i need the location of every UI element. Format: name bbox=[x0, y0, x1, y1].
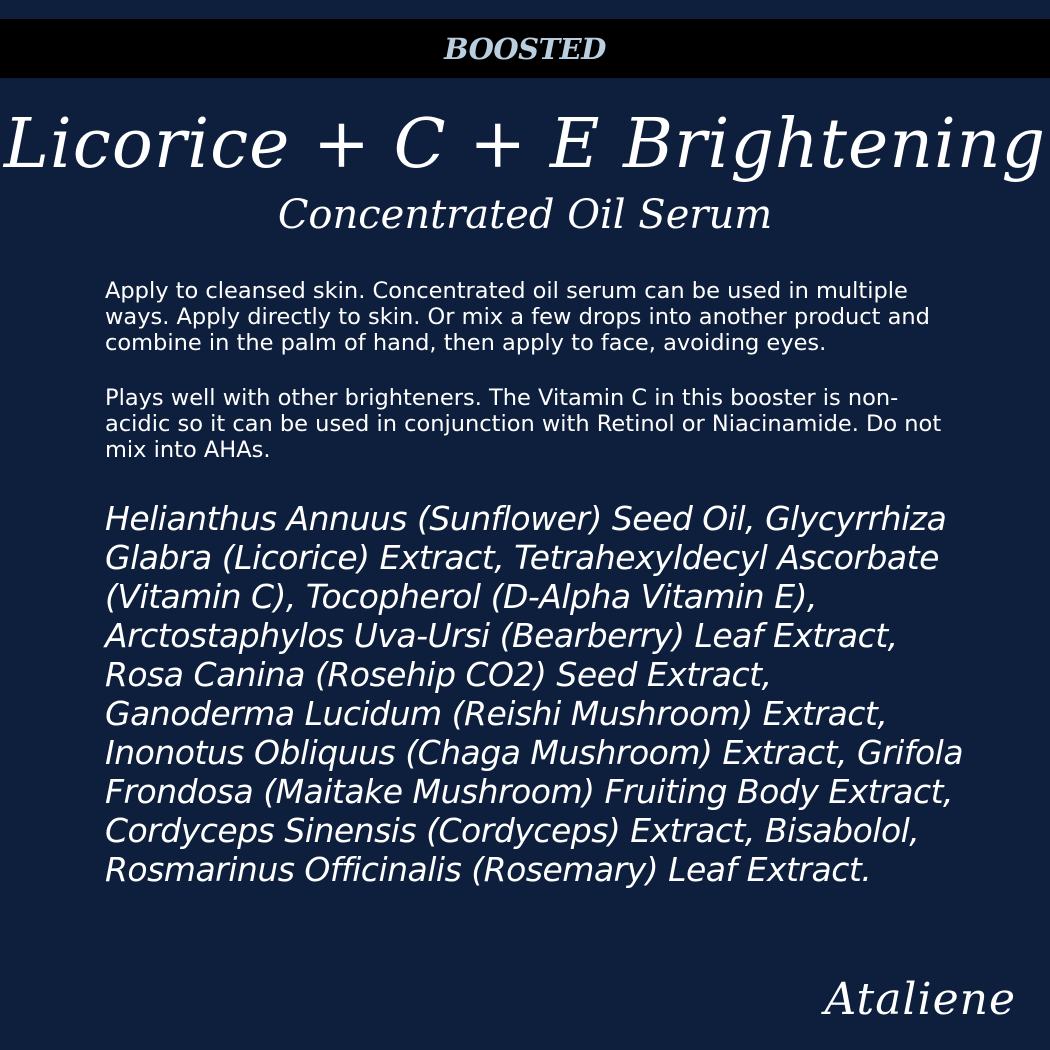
compatibility-note: Plays well with other brighteners. The Vitamin C in this booster is non-acidic so it can be used in conjunction with Retinol or Niacinamide. Do not mix into AHAs. bbox=[105, 385, 942, 463]
top-banner bbox=[0, 19, 1050, 78]
brand-logo: Ataliene bbox=[824, 974, 1016, 1025]
ingredients-list: Helianthus Annuus (Sunflower) Seed Oil, Glycyrrhiza Glabra (Licorice) Extract, Tetrahexyldecyl Ascorbate (Vitamin C), Tocopherol (D-Alpha Vitamin E), Arctostaphylos Uva-Ursi (Bearberry) Leaf Extract, Rosa Canina (Rosehip CO2) Seed Extract, Ganoderma Lucidum (Reishi Mushroom) Extract, Inonotus Obliquus (Chaga Mushroom) Extract, Grifola Frondosa (Maitake Mushroom) Fruiting Body Extract, Cordyceps Sinensis (Cordyceps) Extract, Bisabolol, Rosmarinus Officinalis (Rosemary) Leaf Extract. bbox=[105, 499, 964, 889]
usage-instructions: Apply to cleansed skin. Concentrated oil serum can be used in multiple ways. Apply directly to skin. Or mix a few drops into another product and combine in the palm of hand, then apply to face, avoiding eyes. bbox=[105, 278, 930, 356]
product-title: Licorice + C + E Brightening bbox=[3, 105, 1047, 184]
product-subtitle: Concentrated Oil Serum bbox=[277, 192, 773, 238]
banner-label: BOOSTED bbox=[444, 31, 606, 66]
